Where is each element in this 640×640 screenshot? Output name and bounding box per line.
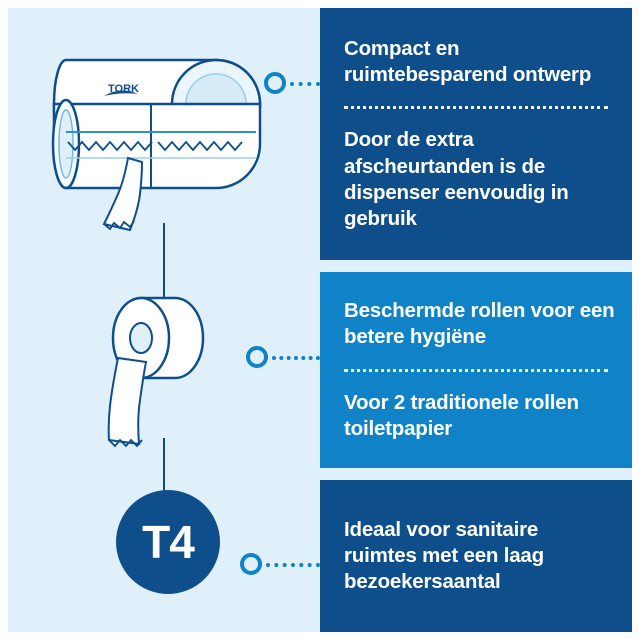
panel-hygiene-divider	[344, 369, 608, 372]
panel-compact-divider	[344, 106, 608, 109]
svg-text:TORK: TORK	[108, 83, 139, 95]
toilet-paper-roll-icon	[109, 298, 203, 446]
connector-ring-panel-3	[240, 553, 262, 575]
panel-hygiene	[320, 272, 632, 468]
panel-compact	[320, 8, 632, 260]
infographic-canvas	[8, 8, 632, 632]
panel-hygiene-block-2	[344, 384, 616, 448]
dispenser-icon	[53, 60, 260, 230]
panel-hygiene-text-1: Beschermde rollen voor een betere hygiëne	[344, 299, 615, 349]
panel-usage-block-1	[344, 511, 616, 602]
t4-badge	[116, 490, 220, 594]
panel-hygiene-text-2: Voor 2 traditionele rollen toiletpapier	[344, 390, 579, 440]
panel-usage	[320, 480, 632, 632]
connector-ring-panel-2	[246, 346, 268, 368]
panel-compact-block-2	[344, 121, 616, 238]
panel-compact-text-2: Door de extra afscheurtanden is de dispenser eenvoudig in gebruik	[344, 128, 569, 230]
connector-dots-panel-3	[266, 563, 320, 567]
panel-compact-block-1	[344, 30, 616, 94]
connector-ring-panel-1	[264, 72, 286, 94]
connector-dots-panel-2	[272, 356, 320, 360]
connector-dots-panel-1	[290, 82, 320, 86]
t4-badge-label: T4	[142, 516, 194, 568]
panel-usage-text-1: Ideaal voor sanitaire ruimtes met een laag bezoekersaantal	[344, 517, 544, 594]
panel-compact-text-1: Compact en ruimtebesparend ontwerp	[344, 36, 592, 87]
panel-hygiene-block-1	[344, 292, 616, 356]
